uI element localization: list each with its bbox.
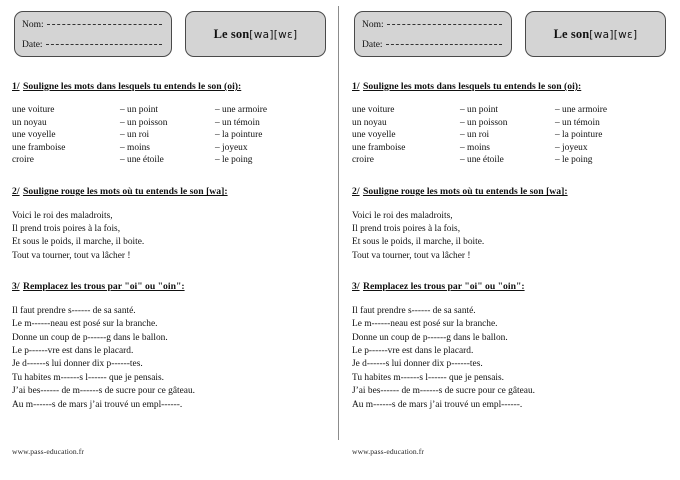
- word-cell[interactable]: – une étoile: [120, 155, 164, 166]
- fill-blank-line[interactable]: Il faut prendre s------ de sa santé.: [352, 305, 476, 316]
- table-row: [12, 142, 267, 155]
- exercise-1-number: 1/: [12, 81, 20, 92]
- word-cell[interactable]: – une étoile: [460, 155, 504, 166]
- exercise-3-heading: [12, 281, 330, 293]
- exercise-3-heading: [352, 281, 670, 293]
- word-cell[interactable]: une voyelle: [12, 130, 56, 141]
- poem-line[interactable]: Tout va tourner, tout va lâcher !: [352, 250, 471, 261]
- name-field[interactable]: [22, 20, 164, 31]
- name-label: Nom:: [22, 20, 44, 30]
- fill-blank-line[interactable]: Le m------neau est posé sur la branche.: [352, 319, 498, 330]
- fill-blank-line[interactable]: Le p------vre est dans le placard.: [352, 346, 474, 356]
- exercise-2-poem: [12, 210, 330, 263]
- table-row: [12, 129, 267, 142]
- word-cell[interactable]: une framboise: [12, 142, 66, 153]
- word-cell[interactable]: une framboise: [352, 142, 406, 153]
- exercise-1-number: 1/: [352, 81, 360, 92]
- name-write-line[interactable]: [47, 23, 162, 25]
- student-info-box: [354, 11, 512, 57]
- word-cell[interactable]: – un témoin: [215, 117, 260, 128]
- word-cell[interactable]: croire: [12, 155, 34, 166]
- exercise-3-number: 3/: [12, 280, 20, 292]
- table-row: [352, 104, 607, 117]
- name-label: Nom:: [362, 20, 384, 30]
- exercise-2: [12, 186, 330, 263]
- fill-blank-line[interactable]: J’ai bes------ de m------s de sucre pour ce gâteau.: [352, 386, 535, 397]
- worksheet-title-box: [525, 11, 666, 57]
- word-cell[interactable]: une voiture: [352, 105, 395, 115]
- poem-line[interactable]: Et sous le poids, il marche, il boite.: [352, 237, 485, 248]
- exercise-2-title: Souligne rouge les mots où tu entends le son [wa]:: [22, 185, 228, 197]
- exercise-3-number: 3/: [352, 280, 360, 292]
- worksheet-content: [340, 81, 680, 412]
- exercise-1-word-grid: [352, 104, 607, 167]
- poem-line[interactable]: Et sous le poids, il marche, il boite.: [12, 237, 145, 248]
- title-main-text: Le son: [213, 26, 250, 41]
- table-row: [12, 154, 267, 167]
- fill-blank-line[interactable]: Donne un coup de p------g dans le ballon.: [12, 332, 168, 343]
- date-field[interactable]: [362, 40, 504, 51]
- word-cell[interactable]: – un roi: [120, 130, 150, 141]
- word-cell[interactable]: – moins: [460, 142, 490, 153]
- word-cell[interactable]: une voiture: [12, 105, 55, 115]
- fill-blank-line[interactable]: Tu habites m------s l------ que je pensais.: [352, 372, 504, 383]
- exercise-3: [12, 281, 330, 412]
- exercise-2-number: 2/: [12, 185, 20, 197]
- fill-blank-line[interactable]: Au m------s de mars j’ai trouvé un empl------.: [12, 399, 183, 410]
- exercise-1-title: Souligne les mots dans lesquels tu entends le son (oi):: [22, 81, 242, 92]
- word-cell[interactable]: – un roi: [460, 130, 490, 141]
- worksheet-title-box: [185, 11, 326, 57]
- word-cell[interactable]: – la pointure: [215, 130, 263, 141]
- word-cell[interactable]: – la pointure: [555, 130, 603, 141]
- exercise-3-sentences: [12, 305, 330, 412]
- fill-blank-line[interactable]: Il faut prendre s------ de sa santé.: [12, 305, 136, 316]
- table-row: [12, 104, 267, 117]
- fill-blank-line[interactable]: Tu habites m------s l------ que je pensais.: [12, 372, 164, 383]
- word-cell[interactable]: – une armoire: [215, 105, 268, 115]
- exercise-1-word-grid: [12, 104, 267, 167]
- poem-line[interactable]: Voici le roi des maladroits,: [12, 210, 113, 221]
- name-field[interactable]: [362, 20, 504, 31]
- worksheet-header: [0, 0, 340, 60]
- table-row: [12, 117, 267, 130]
- poem-line[interactable]: Il prend trois poires à la fois,: [352, 224, 461, 235]
- date-field[interactable]: [22, 40, 164, 51]
- table-row: [352, 142, 607, 155]
- word-cell[interactable]: un noyau: [12, 117, 47, 128]
- exercise-1-heading: [352, 81, 670, 93]
- page-title: [214, 27, 298, 42]
- date-write-line[interactable]: [46, 43, 162, 45]
- fill-blank-line[interactable]: Je d------s lui donner dix p------tes.: [12, 359, 143, 370]
- exercise-2-title: Souligne rouge les mots où tu entends le son [wa]:: [362, 185, 568, 197]
- fill-blank-line[interactable]: Je d------s lui donner dix p------tes.: [352, 359, 483, 370]
- title-main-text: Le son: [553, 26, 590, 41]
- word-cell[interactable]: une voyelle: [352, 130, 396, 141]
- word-cell[interactable]: – un poisson: [120, 117, 168, 128]
- word-cell[interactable]: – le poing: [215, 155, 253, 166]
- page-title: [554, 27, 638, 42]
- title-ipa-we: [wɛ]: [613, 28, 638, 41]
- word-cell[interactable]: – un témoin: [555, 117, 600, 128]
- word-cell[interactable]: – joyeux: [215, 142, 248, 153]
- word-cell[interactable]: – un point: [460, 105, 499, 115]
- exercise-1: [12, 81, 330, 167]
- date-write-line[interactable]: [386, 43, 502, 45]
- word-cell[interactable]: – un point: [120, 105, 159, 115]
- exercise-3: [352, 281, 670, 412]
- word-cell[interactable]: – un poisson: [460, 117, 508, 128]
- student-info-box: [14, 11, 172, 57]
- footer-url: www.pass-education.fr: [12, 447, 85, 456]
- worksheet-header: [340, 0, 680, 60]
- title-ipa-wa: [wa]: [249, 28, 274, 41]
- footer-url: www.pass-education.fr: [352, 447, 425, 456]
- word-cell[interactable]: – une armoire: [555, 105, 608, 115]
- name-write-line[interactable]: [387, 23, 502, 25]
- exercise-1-heading: [12, 81, 330, 93]
- fill-blank-line[interactable]: Donne un coup de p------g dans le ballon.: [352, 332, 508, 343]
- poem-line[interactable]: Il prend trois poires à la fois,: [12, 224, 121, 235]
- exercise-2-heading: [352, 186, 670, 198]
- word-cell[interactable]: croire: [352, 155, 374, 166]
- poem-line[interactable]: Tout va tourner, tout va lâcher !: [12, 250, 131, 261]
- exercise-3-sentences: [352, 305, 670, 412]
- date-label: Date:: [22, 40, 43, 50]
- fill-blank-line[interactable]: Le m------neau est posé sur la branche.: [12, 319, 158, 330]
- title-ipa-wa: [wa]: [589, 28, 614, 41]
- table-row: [352, 129, 607, 142]
- worksheet-panel-right: [340, 0, 680, 480]
- title-ipa-we: [wɛ]: [273, 28, 298, 41]
- exercise-2: [352, 186, 670, 263]
- fill-blank-line[interactable]: Le p------vre est dans le placard.: [12, 346, 134, 356]
- word-cell[interactable]: – moins: [120, 142, 150, 153]
- word-cell[interactable]: – le poing: [555, 155, 593, 166]
- word-cell[interactable]: – joyeux: [555, 142, 588, 153]
- exercise-2-poem: [352, 210, 670, 263]
- exercise-3-title: Remplacez les trous par "oi" ou "oin":: [22, 280, 185, 292]
- fill-blank-line[interactable]: Au m------s de mars j’ai trouvé un empl------.: [352, 399, 523, 410]
- exercise-1: [352, 81, 670, 167]
- exercise-2-heading: [12, 186, 330, 198]
- exercise-1-title: Souligne les mots dans lesquels tu entends le son (oi):: [362, 81, 582, 92]
- table-row: [352, 117, 607, 130]
- exercise-2-number: 2/: [352, 185, 360, 197]
- fill-blank-line[interactable]: J’ai bes------ de m------s de sucre pour ce gâteau.: [12, 386, 195, 397]
- exercise-3-title: Remplacez les trous par "oi" ou "oin":: [362, 280, 525, 292]
- table-row: [352, 154, 607, 167]
- date-label: Date:: [362, 40, 383, 50]
- poem-line[interactable]: Voici le roi des maladroits,: [352, 210, 453, 221]
- worksheet-content: [0, 81, 340, 412]
- word-cell[interactable]: un noyau: [352, 117, 387, 128]
